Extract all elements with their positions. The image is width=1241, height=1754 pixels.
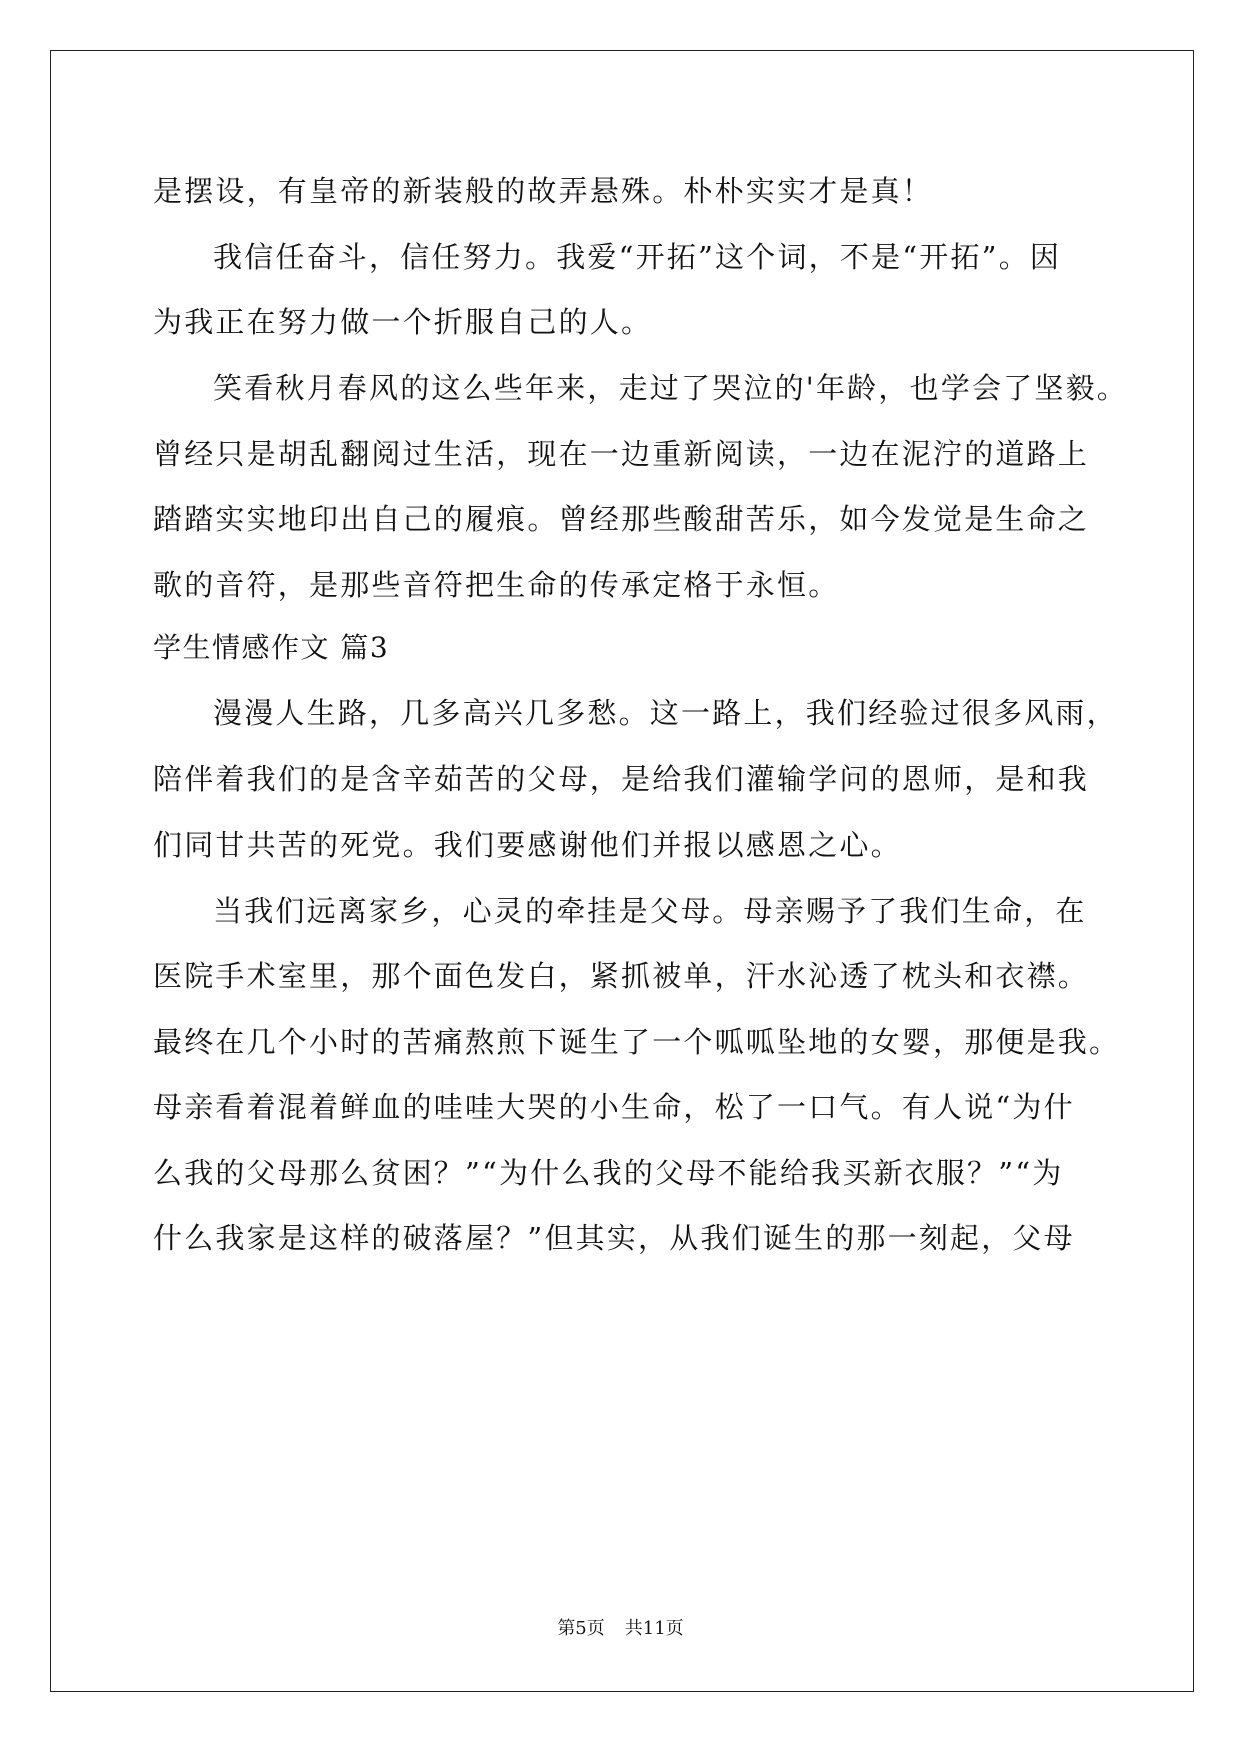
text-line: 漫漫人生路，几多高兴几多愁。这一路上，我们经验过很多风雨， (213, 696, 1118, 730)
text-line: 当我们远离家乡，心灵的牵挂是父母。母亲赐予了我们生命，在 (213, 894, 1087, 928)
page-frame (50, 50, 1194, 1692)
page-number: 第5页 (557, 1618, 605, 1639)
page-footer (0, 1617, 1241, 1641)
text-line: 什么我家是这样的破落屋？”但其实，从我们诞生的那一刻起，父母 (153, 1221, 1075, 1255)
text-line: 笑看秋月春风的这么些年来，走过了哭泣的'年龄，也学会了坚毅。 (213, 371, 1128, 405)
text-line: 们同甘共苦的死党。我们要感谢他们并报以感恩之心。 (153, 828, 902, 862)
text-line: 是摆设，有皇帝的新装般的故弄悬殊。朴朴实实才是真！ (153, 174, 934, 208)
text-line: 曾经只是胡乱翻阅过生活，现在一边重新阅读，一边在泥泞的道路上 (153, 437, 1090, 471)
page-total: 共11页 (624, 1618, 684, 1639)
text-line: 歌的音符，是那些音符把生命的传承定格于永恒。 (153, 568, 840, 602)
text-line: 医院手术室里，那个面色发白，紧抓被单，汗水沁透了枕头和衣襟。 (153, 959, 1090, 993)
section-heading: 学生情感作文 篇3 (153, 631, 390, 664)
text-line: 我信任奋斗，信任努力。我爱“开拓”这个词，不是“开拓”。因 (213, 240, 1062, 274)
text-line: 么我的父母那么贫困？”“为什么我的父母不能给我买新衣服？”“为 (153, 1156, 1064, 1190)
text-line: 陪伴着我们的是含辛茹苦的父母，是给我们灌输学问的恩师，是和我 (153, 762, 1090, 796)
text-line: 最终在几个小时的苦痛熬煎下诞生了一个呱呱坠地的女婴，那便是我。 (153, 1025, 1121, 1059)
text-line: 踏踏实实地印出自己的履痕。曾经那些酸甜苦乐，如今发觉是生命之 (153, 502, 1090, 536)
text-line: 母亲看着混着鲜血的哇哇大哭的小生命，松了一口气。有人说“为什 (153, 1090, 1075, 1124)
text-line: 为我正在努力做一个折服自己的人。 (153, 305, 653, 339)
